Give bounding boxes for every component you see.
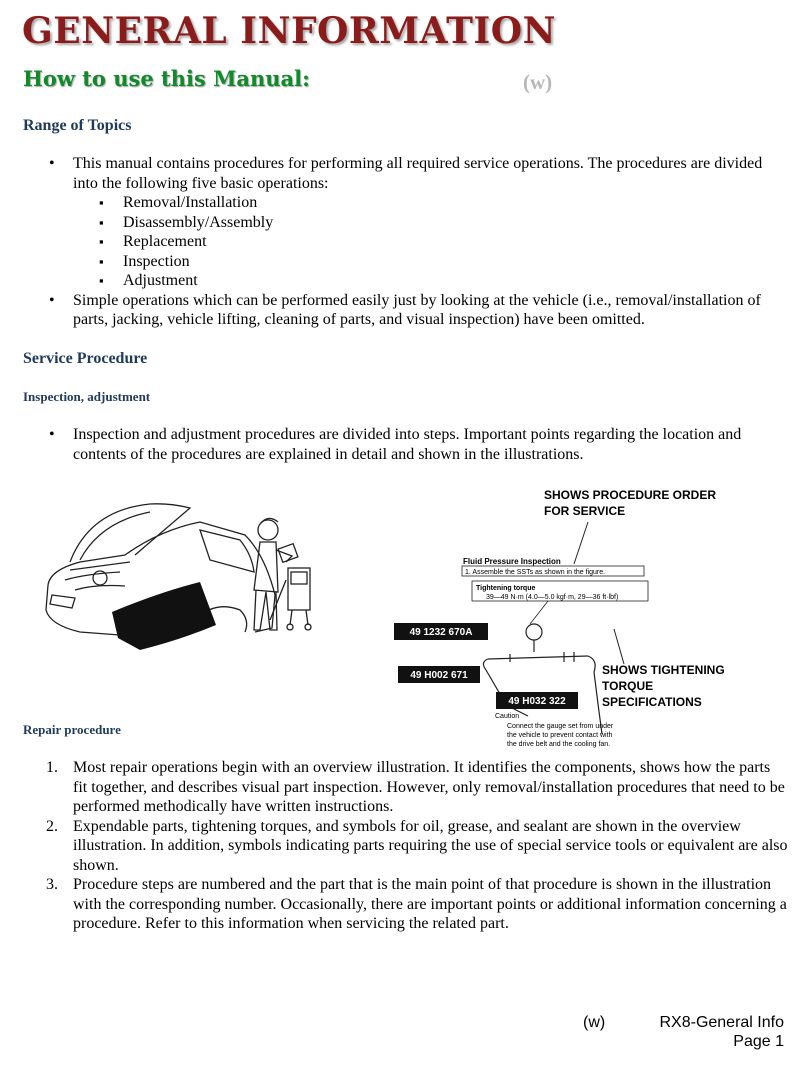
caution-label: Caution — [495, 713, 520, 720]
tool-label-2: 49 H002 671 — [410, 670, 468, 681]
service-bullet-list — [23, 425, 788, 464]
range-heading: Range of Topics — [23, 117, 132, 134]
service-section — [23, 425, 788, 464]
list-item — [46, 758, 788, 817]
footer-page-number: Page 1 — [733, 1033, 784, 1050]
list-item: ▪ Disassembly/Assembly — [123, 213, 788, 233]
service-bullet-text: Inspection and adjustment procedures are divided into steps. Important points regarding the location and contents of the procedures are explained in detail and shown in the illustrations. — [73, 426, 742, 463]
tool-label-3: 49 H032 322 — [508, 696, 566, 707]
list-item: ▪ Replacement — [123, 232, 788, 252]
callout-order-line1: SHOWS PROCEDURE ORDER — [544, 488, 717, 502]
callout-order-line2: FOR SERVICE — [544, 504, 626, 518]
torque-title: Tightening torque — [476, 585, 536, 592]
step-number: 2. — [46, 817, 58, 835]
service-subheading: Inspection, adjustment — [23, 389, 151, 404]
list-item: ▪ Removal/Installation — [123, 193, 788, 213]
range-section — [23, 154, 788, 330]
list-item — [73, 425, 788, 464]
callout-torque-line1: SHOWS TIGHTENING — [602, 663, 725, 677]
footer-tag: (w) — [583, 1014, 606, 1031]
step-text: Expendable parts, tightening torques, and symbols for oil, grease, and sealant are shown in the overview illustration. In addition, symbols indicating parts requiring the use of special service tools or equivalent are also shown. — [73, 817, 788, 874]
caution-line-1: Connect the gauge set from under — [507, 723, 614, 730]
step-text: Most repair operations begin with an overview illustration. It identifies the components, shows how the parts fit together, and describes visual part inspection. However, only removal/installation procedures that need to be performed methodically have written instructions. — [73, 759, 785, 815]
list-item — [46, 817, 788, 876]
caution-line-2: the vehicle to prevent contact with — [507, 732, 613, 739]
list-item: ▪ Adjustment — [123, 271, 788, 291]
procedure-diagram — [388, 484, 788, 754]
callout-torque-line2: TORQUE — [602, 679, 654, 693]
repair-steps-list — [23, 758, 788, 934]
step-text: 1. Assemble the SSTs as shown in the figure. — [465, 569, 606, 576]
list-item — [73, 154, 788, 291]
repair-heading: Repair procedure — [23, 722, 121, 737]
step-text: Procedure steps are numbered and the part that is the main point of that procedure is shown in the illustration with the corresponding number. Occasionally, there are important points or additional information concerning a procedure. Refer to this information when servicing the related part. — [73, 876, 787, 932]
footer-doc-name: RX8-General Info — [659, 1014, 784, 1031]
caution-line-3: the drive belt and the cooling fan. — [507, 741, 611, 748]
step-number: 3. — [46, 876, 58, 893]
operations-list — [73, 193, 788, 291]
page-title: GENERAL INFORMATION — [22, 10, 557, 52]
repair-section — [23, 758, 788, 934]
torque-value: 39—49 N·m (4.0—5.0 kgf·m, 29—36 ft·lbf) — [486, 594, 619, 601]
range-bullet-list — [23, 154, 788, 330]
car-mechanic-illustration — [40, 500, 340, 650]
tool-label-1: 49 1232 670A — [409, 627, 473, 638]
list-item — [46, 875, 788, 934]
service-heading: Service Procedure — [23, 350, 148, 367]
list-item — [73, 291, 788, 330]
list-item: ▪ Inspection — [123, 252, 788, 272]
range-bullet-2-text: Simple operations which can be performed easily just by looking at the vehicle (i.e., removal/installation of parts, jacking, vehicle lifting, cleaning of parts, and visual inspection) have been omitted. — [73, 291, 761, 328]
callout-torque-line3: SPECIFICATIONS — [602, 695, 702, 709]
range-bullet-1-text: This manual contains procedures for performing all required service operations. The procedures are divided into the following five basic operations: — [73, 155, 763, 192]
page-subtitle: How to use this Manual: — [23, 66, 310, 91]
subtitle-tag: (w) — [523, 70, 553, 94]
step-number: 1. — [46, 759, 58, 776]
step-title: Fluid Pressure Inspection — [463, 557, 561, 566]
